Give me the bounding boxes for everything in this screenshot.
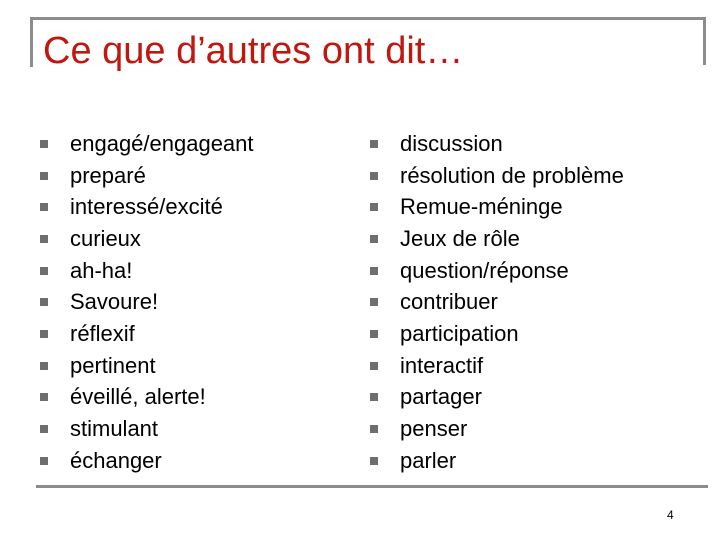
list-item-label: preparé (70, 162, 146, 188)
list-item-label: échanger (70, 447, 162, 473)
list-item-label: interactif (400, 352, 484, 378)
list-item-label: Savoure! (70, 289, 159, 315)
title-frame-top (30, 17, 706, 20)
list-item (40, 191, 254, 223)
list-item-label: éveillé, alerte! (70, 384, 206, 410)
title-frame-left (30, 17, 33, 67)
list-item (370, 223, 624, 255)
list-item (40, 382, 254, 414)
square-bullet-icon (40, 172, 48, 180)
list-item-label: discussion (400, 130, 503, 156)
list-item (40, 160, 254, 192)
list-item (40, 128, 254, 160)
right-bullet-list (370, 128, 624, 477)
square-bullet-icon (370, 330, 378, 338)
page-number: 4 (667, 508, 674, 522)
square-bullet-icon (370, 235, 378, 243)
list-item-label: ah-ha! (70, 257, 133, 283)
left-bullet-list (40, 128, 254, 477)
list-item-label: stimulant (70, 416, 159, 442)
square-bullet-icon (40, 235, 48, 243)
list-item-label: réflexif (70, 320, 135, 346)
list-item-label: engagé/engageant (70, 130, 254, 156)
footer-divider (36, 485, 708, 488)
square-bullet-icon (40, 298, 48, 306)
square-bullet-icon (370, 203, 378, 211)
list-item (40, 286, 254, 318)
list-item (370, 286, 624, 318)
list-item (370, 350, 624, 382)
list-item (40, 255, 254, 287)
square-bullet-icon (40, 362, 48, 370)
list-item-label: pertinent (70, 352, 156, 378)
list-item (370, 255, 624, 287)
list-item (40, 223, 254, 255)
square-bullet-icon (370, 267, 378, 275)
square-bullet-icon (40, 425, 48, 433)
square-bullet-icon (40, 203, 48, 211)
list-item (40, 350, 254, 382)
list-item-label: partager (400, 384, 482, 410)
list-item (370, 318, 624, 350)
square-bullet-icon (370, 425, 378, 433)
list-item (40, 318, 254, 350)
square-bullet-icon (40, 267, 48, 275)
list-item (370, 128, 624, 160)
list-item (370, 160, 624, 192)
list-item (370, 382, 624, 414)
list-item (370, 191, 624, 223)
list-item-label: Jeux de rôle (400, 225, 520, 251)
list-item-label: interessé/excité (70, 194, 223, 220)
square-bullet-icon (370, 362, 378, 370)
square-bullet-icon (370, 140, 378, 148)
square-bullet-icon (370, 298, 378, 306)
square-bullet-icon (40, 457, 48, 465)
list-item-label: parler (400, 447, 457, 473)
list-item-label: contribuer (400, 289, 498, 315)
square-bullet-icon (40, 140, 48, 148)
list-item-label: participation (400, 320, 519, 346)
list-item (40, 445, 254, 477)
list-item (370, 445, 624, 477)
list-item-label: curieux (70, 225, 141, 251)
square-bullet-icon (370, 457, 378, 465)
slide-title: Ce que d’autres ont dit… (43, 30, 464, 72)
list-item (40, 413, 254, 445)
list-item-label: Remue-méninge (400, 194, 563, 220)
title-frame-right (703, 17, 706, 65)
list-item-label: résolution de problème (400, 162, 624, 188)
list-item (370, 413, 624, 445)
square-bullet-icon (40, 393, 48, 401)
square-bullet-icon (370, 172, 378, 180)
list-item-label: question/réponse (400, 257, 569, 283)
square-bullet-icon (370, 393, 378, 401)
square-bullet-icon (40, 330, 48, 338)
list-item-label: penser (400, 416, 468, 442)
